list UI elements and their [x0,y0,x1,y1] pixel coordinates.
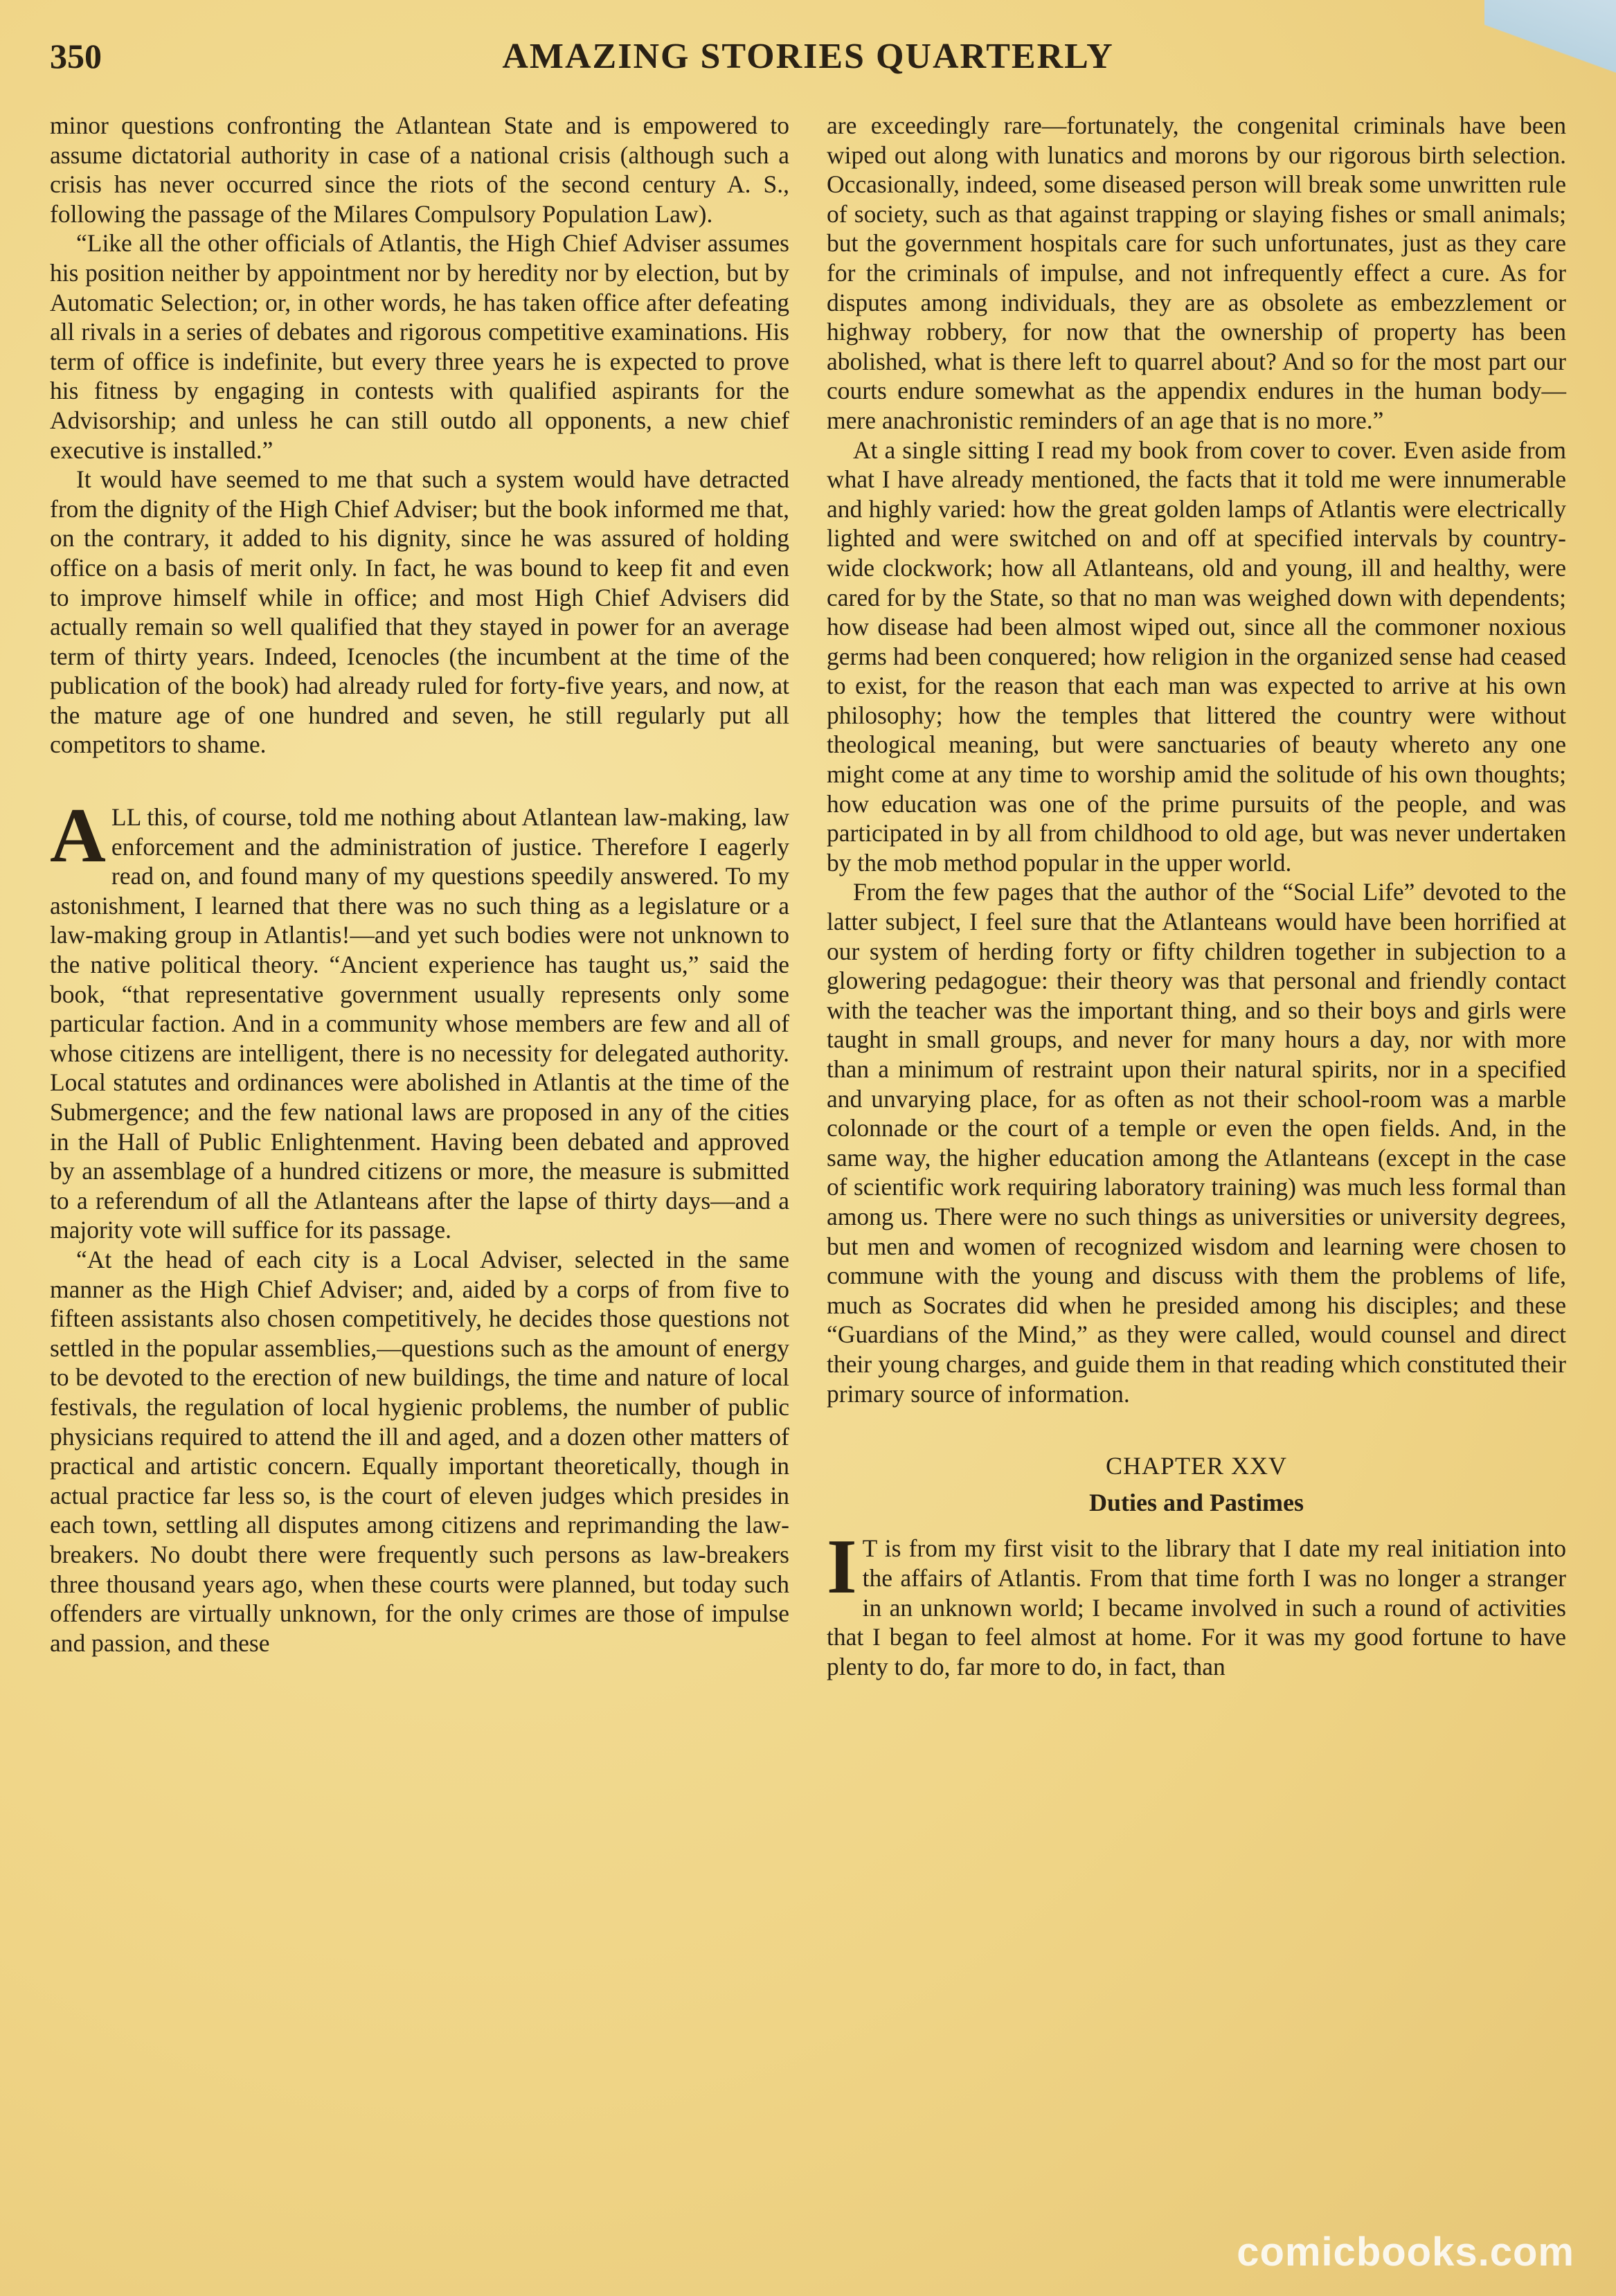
paragraph: At a single sitting I read my book from cover to cover. Even aside from what I have already mentioned, the facts that it told me were innumerable and highly varied: how the great golden lamps of Atlantis were electrically lighted and were switched on and off at specified intervals by country-wide clockwork; how all Atlanteans, old and young, ill and healthy, were cared for by the State, so that no man was weighed down with dependents; how disease had been almost wiped out, since all the commoner noxious germs had been conquered; how religion in the organized sense had ceased to exist, for the reason that each man was expected to arrive at his own philosophy; how the temples that littered the country were without theological meaning, but were sanctuaries of beauty whereto any one might come at any time to worship amid the solitude of his own thoughts; how education was one of the prime pursuits of the people, and was participated in by all from childhood to old age, but was never undertaken by the mob method popular in the upper world. [827,436,1566,877]
drop-cap: I [827,1524,857,1611]
paragraph-text: LL this, of course, told me nothing about Atlantean law-making, law enforcement and the administration of justice. Therefore I eagerly read on, and found many of my questions speedily answered. To my astonishment, I learned that there was no such thing as a legislature or a law-making group in Atlantis!—and yet such bodies were not unknown to the native political theory. “Ancient experience has taught us,” said the book, “that representative government usually represents only some particular faction. And in a community whose members are few and all of whose citizens are intelligent, there is no necessity for delegated authority. Local statutes and ordinances were abolished in Atlantis at the time of the Submergence; and the few national laws are proposed in any of the cities in the Hall of Public Enlightenment. Having been debated and approved by an assemblage of a hundred citizens or more, the measure is submitted to a referendum of all the Atlanteans after the lapse of thirty days—and a majority vote will suffice for its passage. [50,803,789,1244]
right-column [827,111,1566,1681]
paragraph-with-dropcap [827,1524,1566,1681]
section-break [827,1408,1566,1451]
left-column [50,111,789,1658]
magazine-title: AMAZING STORIES QUARTERLY [502,37,1114,76]
paragraph-with-dropcap [50,793,789,1245]
page-number: 350 [50,37,102,75]
page-header [50,36,1566,84]
paragraph: minor questions confronting the Atlantean State and is empowered to assume dictatorial authority in case of a national crisis (although such a crisis has never occurred since the riots of the second century A. S., following the passage of the Milares Compulsory Population Law). [50,111,789,228]
paragraph-text: T is from my first visit to the library that I date my real initiation into the affairs of Atlantis. From that time forth I was no longer a stranger in an unknown world; I became involved in such a round of activities that I began to feel almost at home. For it was my good fortune to have plenty to do, far more to do, in fact, than [827,1534,1566,1680]
paragraph: “Like all the other officials of Atlantis, the High Chief Adviser assumes his position neither by appointment nor by heredity nor by election, but by Automatic Selection; or, in other words, he has taken office after defeating all rivals in a series of debates and rigorous competitive examinations. His term of office is indefinite, but every three years he is expected to prove his fitness by engaging in contests with qualified aspirants for the Advisorship; and unless he can still outdo all opponents, a new chief executive is installed.” [50,229,789,464]
paragraph: It would have seemed to me that such a system would have detracted from the dignity of the High Chief Adviser; but the book informed me that, on the contrary, it added to his dignity, since he was assured of holding office on a basis of merit only. In fact, he was bound to keep fit and even to improve himself while in office; and most High Chief Advisers did actually remain so well qualified that they stayed in power for an average term of thirty years. Indeed, Icenocles (the incumbent at the time of the publication of the book) had already ruled for forty-five years, and now, at the mature age of one hundred and seven, he still regularly put all competitors to shame. [50,465,789,759]
chapter-subtitle: Duties and Pastimes [1088,1488,1304,1516]
chapter-heading: CHAPTER XXV [1105,1452,1287,1480]
paragraph: From the few pages that the author of the “Social Life” devoted to the latter subject, I feel sure that the Atlanteans would have been horrified at our system of herding forty or fifty children together in subjection to a glowering pedagogue: their theory was that personal and friendly contact with the teacher was the important thing, and so their boys and girls were taught in small groups, and never for many hours a day, nor with more than a minimum of restraint upon their natural spirits, nor in a specified and unvarying place, for as often as not their school-room was a marble colonnade or the court of a temple or even the open fields. And, in the same way, the higher education among the Atlanteans (except in the case of scientific work requiring laboratory training) was much less formal than among us. There were no such things as universities or university degrees, but men and women of recognized wisdom and learning were chosen to commune with the young and discuss with them the problems of life, much as Socrates did when he presided among his disciples; and these “Guardians of the Mind,” as they were called, would counsel and direct their young charges, and guide them in that reading which constituted their primary source of information. [827,878,1566,1408]
site-watermark: comicbooks.com [1237,2230,1574,2275]
section-break [50,760,789,802]
drop-cap: A [50,793,106,879]
paragraph: are exceedingly rare—fortunately, the congenital criminals have been wiped out along with lunatics and morons by our rigorous birth selection. Occasionally, indeed, some diseased person will break some unwritten rule of society, such as that against trapping or slaying fishes or small animals; but the government hospitals care for such unfortunates, just as they care for the criminals of impulse, and not infrequently effect a cure. As for disputes among individuals, they are as obsolete as embezzlement or highway robbery, for now that the ownership of property has been abolished, what is there left to quarrel about? And so for the most part our courts endure somewhat as the appendix endures in the human body—mere anachronistic reminders of an age that is no more.” [827,111,1566,434]
paragraph: “At the head of each city is a Local Adviser, selected in the same manner as the High Chief Adviser; and, aided by a corps of from five to fifteen assistants also chosen competitively, he decides those questions not settled in the popular assemblies,—questions such as the amount of energy to be devoted to the erection of new buildings, the time and nature of local festivals, the regulation of local hygienic problems, the number of public physicians required to attend the ill and aged, and a dozen other matters of practical and artistic concern. Equally important theoretically, though in actual practice far less so, is the court of eleven judges which presides in each town, settling all disputes among citizens and reprimanding the law-breakers. No doubt there were frequently such persons as law-breakers three thousand years ago, when these courts were planned, but today such offenders are virtually unknown, for the only crimes are those of impulse and passion, and these [50,1245,789,1657]
